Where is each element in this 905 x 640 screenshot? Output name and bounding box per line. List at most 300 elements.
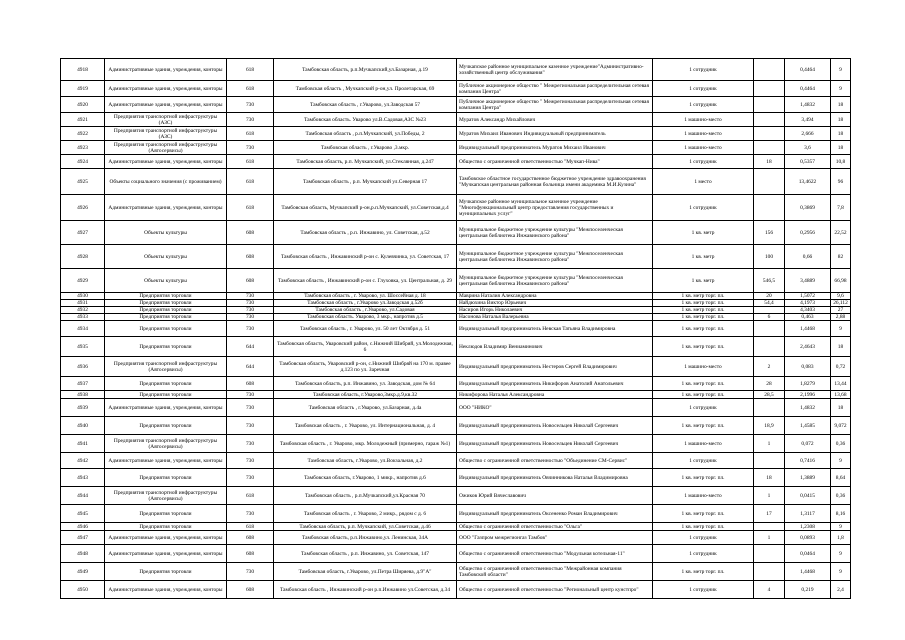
volume-cell: 7,8	[831, 195, 851, 221]
area-cell	[754, 113, 785, 127]
volume-cell: 13,68	[831, 391, 851, 399]
object-type-cell: Административные здания, учреждения, конторы	[105, 531, 227, 545]
area-cell	[754, 81, 785, 97]
area-cell: 6	[754, 314, 785, 321]
norm-cell: 0,5357	[785, 155, 831, 169]
norm-cell: 2,666	[785, 127, 831, 141]
area-cell: 546,5	[754, 269, 785, 293]
row-number-cell: 4950	[61, 581, 105, 599]
norm-cell: 3,6	[785, 141, 831, 155]
volume-cell: 18	[831, 399, 851, 417]
area-cell: 28,5	[754, 391, 785, 399]
table-row	[61, 523, 851, 531]
address-cell: Тамбовская область , р.п. Инжавино, ул. Советская, д.52	[274, 221, 457, 245]
organization-cell: Тамбовское областное государственное бюджетное учреждение здравоохранения "Мучкапская центральная районная больница имени академика М.И.Кузина"	[457, 169, 653, 195]
organization-cell: Общество с ограниченной ответственностью "Объединение СМ-Сервис"	[457, 453, 653, 469]
norm-cell: 1,3889	[785, 469, 831, 487]
object-type-cell: Предприятия торговли	[105, 337, 227, 357]
norm-cell: 1,5072	[785, 293, 831, 300]
object-type-cell: Предприятия транспортной инфраструктуры (Автосервисы)	[105, 435, 227, 453]
oktmo-code-cell: 608	[227, 377, 274, 391]
unit-cell: 1 кв. метр торг. пл.	[653, 293, 754, 300]
row-number-cell: 4934	[61, 321, 105, 337]
object-type-cell: Предприятия торговли	[105, 307, 227, 314]
unit-cell: 1 машино-место	[653, 113, 754, 127]
unit-cell: 1 кв. метр торг. пл.	[653, 469, 754, 487]
volume-cell: 10,8	[831, 155, 851, 169]
norm-cell: 4,1973	[785, 300, 831, 307]
oktmo-code-cell: 730	[227, 321, 274, 337]
unit-cell: 1 кв. метр торг. пл.	[653, 523, 754, 531]
table-row	[61, 155, 851, 169]
object-type-cell: Предприятия торговли	[105, 391, 227, 399]
norm-cell: 4,3403	[785, 307, 831, 314]
row-number-cell: 4935	[61, 337, 105, 357]
organization-cell: Маврина Наталия Александровна	[457, 293, 653, 300]
unit-cell: 1 сотрудник	[653, 399, 754, 417]
norm-cell: 0,66	[785, 245, 831, 269]
table-row	[61, 97, 851, 113]
oktmo-code-cell: 730	[227, 141, 274, 155]
organization-cell: Публичное акционерное общество " Межрегиональная распределительная сетевая компания Центра"	[457, 81, 653, 97]
norm-cell: 0,2956	[785, 221, 831, 245]
table-row	[61, 453, 851, 469]
organization-cell: Муниципальное бюджетное учреждение культуры "Межпоселенческая центральная библиотека Инжавинского района"	[457, 269, 653, 293]
unit-cell: 1 сотрудник	[653, 195, 754, 221]
address-cell: Тамбовская область, г.Уварово, ул.Вокзальная, д.2	[274, 453, 457, 469]
table-row	[61, 293, 851, 300]
row-number-cell: 4933	[61, 314, 105, 321]
address-cell: Тамбовская область , г. Уварово, ул. Шоссейная д. 18	[274, 293, 457, 300]
volume-cell: 18	[831, 337, 851, 357]
unit-cell: 1 сотрудник	[653, 581, 754, 599]
organization-cell: Индивидуальный предприниматель Новосельцев Николай Сергеевич	[457, 417, 653, 435]
organization-cell: Муниципальное бюджетное учреждение культуры "Межпоселенческая центральная библиотека Инжавинского района"	[457, 221, 653, 245]
volume-cell: 9	[831, 545, 851, 563]
address-cell: Тамбовская область , р.п.Мучкапский,ул.Красная 70	[274, 487, 457, 505]
oktmo-code-cell: 730	[227, 293, 274, 300]
area-cell: 4	[754, 581, 785, 599]
row-number-cell: 4938	[61, 391, 105, 399]
document-page	[60, 58, 850, 599]
area-cell: 1	[754, 487, 785, 505]
row-number-cell: 4939	[61, 399, 105, 417]
oktmo-code-cell: 608	[227, 581, 274, 599]
address-cell: Тамбовская область , г. Уварово, мкр. Молодежный (примерно, гараж №1)	[274, 435, 457, 453]
oktmo-code-cell: 618	[227, 59, 274, 81]
table-row	[61, 399, 851, 417]
volume-cell: 22,52	[831, 221, 851, 245]
area-cell: 20	[754, 293, 785, 300]
row-number-cell: 4930	[61, 293, 105, 300]
address-cell: Тамбовская область, г.Уварово,3мкр.д.9,кв.32	[274, 391, 457, 399]
volume-cell: 9	[831, 563, 851, 581]
registry-table	[60, 58, 851, 599]
object-type-cell: Административные здания, учреждения, конторы	[105, 399, 227, 417]
organization-cell: Индивидуальный предприниматель Муратов Михаил Иванович	[457, 141, 653, 155]
object-type-cell: Объекты культуры	[105, 221, 227, 245]
table-row	[61, 505, 851, 523]
table-row	[61, 417, 851, 435]
volume-cell: 9,6	[831, 293, 851, 300]
address-cell: Тамбовская область , Инжавинский р-он с. Кулевчинка, ул. Советская, 17	[274, 245, 457, 269]
table-row	[61, 81, 851, 97]
organization-cell: Ожиков Юрий Вячеславович	[457, 487, 653, 505]
organization-cell: Индивидуальный предприниматель Оксененко Роман Владимирович	[457, 505, 653, 523]
volume-cell: 18	[831, 113, 851, 127]
volume-cell: 9,072	[831, 417, 851, 435]
unit-cell: 1 кв. метр	[653, 269, 754, 293]
address-cell: Тамбовская область , г. Уварово, ул. 50 лет Октября д. 51	[274, 321, 457, 337]
row-number-cell: 4922	[61, 127, 105, 141]
oktmo-code-cell: 608	[227, 221, 274, 245]
area-cell: 18	[754, 155, 785, 169]
unit-cell: 1 сотрудник	[653, 81, 754, 97]
volume-cell: 1,8	[831, 531, 851, 545]
oktmo-code-cell: 618	[227, 487, 274, 505]
address-cell: Тамбовская область, р.п.Мучкапский,ул.Базарная, д.19	[274, 59, 457, 81]
address-cell: Тамбовская область, р.п. Мучкапский, ул.Советская, д.46	[274, 523, 457, 531]
unit-cell: 1 сотрудник	[653, 545, 754, 563]
norm-cell: 0,219	[785, 581, 831, 599]
organization-cell: Муниципальное бюджетное учреждение культуры "Межпоселенческая центральная библиотека Инжавинского района"	[457, 245, 653, 269]
oktmo-code-cell: 608	[227, 545, 274, 563]
oktmo-code-cell: 618	[227, 127, 274, 141]
area-cell	[754, 141, 785, 155]
table-row	[61, 245, 851, 269]
norm-cell: 1,4468	[785, 563, 831, 581]
norm-cell: 2,1996	[785, 391, 831, 399]
norm-cell: 0,0464	[785, 545, 831, 563]
organization-cell: Общество с ограниченной ответственностью "Региональный центр кунстпро"	[457, 581, 653, 599]
table-row	[61, 581, 851, 599]
organization-cell: Общество с ограниченной ответственностью "Мучкап-Нива"	[457, 155, 653, 169]
organization-cell: Индивидуальный предприниматель Невская Татьяна Владимировна	[457, 321, 653, 337]
oktmo-code-cell: 730	[227, 399, 274, 417]
table-row	[61, 59, 851, 81]
oktmo-code-cell: 618	[227, 523, 274, 531]
object-type-cell: Административные здания, учреждения, конторы	[105, 81, 227, 97]
oktmo-code-cell: 730	[227, 453, 274, 469]
oktmo-code-cell: 730	[227, 300, 274, 307]
norm-cell: 1,4832	[785, 97, 831, 113]
area-cell	[754, 337, 785, 357]
organization-cell: ООО "НИКО"	[457, 399, 653, 417]
area-cell: 1	[754, 435, 785, 453]
address-cell: Тамбовская область , Инжавинский р-он р.п.Инжавино ул.Советская, д.34	[274, 581, 457, 599]
organization-cell: Насонова Наталья Валерьевна	[457, 314, 653, 321]
address-cell: Тамбовская область. Уварово ул.В.Садовая,АЗС №23	[274, 113, 457, 127]
volume-cell: 0,36	[831, 435, 851, 453]
unit-cell: 1 сотрудник	[653, 155, 754, 169]
unit-cell: 1 кв. метр торг. пл.	[653, 417, 754, 435]
organization-cell: Общество с ограниченной ответственностью "Межрайонная компания Тамбовской области"	[457, 563, 653, 581]
organization-cell: Общество с ограниченной ответственностью "Ольга"	[457, 523, 653, 531]
address-cell: Тамбовская область, р.п.Инжавино,ул. Ленинская, 34А	[274, 531, 457, 545]
object-type-cell: Предприятия транспортной инфраструктуры (Автосервисы)	[105, 357, 227, 377]
oktmo-code-cell: 608	[227, 245, 274, 269]
norm-cell: 0,4464	[785, 59, 831, 81]
object-type-cell: Предприятия транспортной инфраструктуры (АЗС)	[105, 127, 227, 141]
oktmo-code-cell: 618	[227, 155, 274, 169]
organization-cell: Найдюхина Виктор Юрьевич	[457, 300, 653, 307]
unit-cell: 1 кв. метр	[653, 245, 754, 269]
norm-cell: 0,083	[785, 357, 831, 377]
row-number-cell: 4944	[61, 487, 105, 505]
area-cell	[754, 399, 785, 417]
unit-cell: 1 кв. метр торг. пл.	[653, 337, 754, 357]
row-number-cell: 4946	[61, 523, 105, 531]
oktmo-code-cell: 618	[227, 169, 274, 195]
registry-table-body	[61, 59, 851, 599]
object-type-cell: Предприятия транспортной инфраструктуры (АЗС)	[105, 113, 227, 127]
area-cell	[754, 59, 785, 81]
norm-cell: 0,0415	[785, 487, 831, 505]
organization-cell: Индивидуальный предприниматель Овчинникова Наталья Владимировна	[457, 469, 653, 487]
unit-cell: 1 кв. метр торг. пл.	[653, 314, 754, 321]
volume-cell: 66,98	[831, 269, 851, 293]
table-row	[61, 314, 851, 321]
norm-cell: 1,4832	[785, 399, 831, 417]
oktmo-code-cell: 608	[227, 531, 274, 545]
area-cell	[754, 127, 785, 141]
unit-cell: 1 кв. метр торг. пл.	[653, 563, 754, 581]
table-row	[61, 269, 851, 293]
volume-cell: 9	[831, 81, 851, 97]
address-cell: Тамбовская область , г.Уварово ул.Заводская д.52б	[274, 300, 457, 307]
area-cell	[754, 169, 785, 195]
address-cell: Тамбовская область , г.Уварово ,3.мкр.	[274, 141, 457, 155]
oktmo-code-cell: 730	[227, 314, 274, 321]
object-type-cell: Предприятия транспортной инфраструктуры (Автосервисы)	[105, 141, 227, 155]
object-type-cell: Предприятия торговли	[105, 300, 227, 307]
unit-cell: 1 машино-место	[653, 141, 754, 155]
row-number-cell: 4942	[61, 453, 105, 469]
organization-cell: Публичное акционерное общество " Межрегиональная распределительная сетевая компания Центра"	[457, 97, 653, 113]
object-type-cell: Предприятия торговли	[105, 321, 227, 337]
norm-cell: 0,7416	[785, 453, 831, 469]
area-cell: 100	[754, 245, 785, 269]
norm-cell: 1,2308	[785, 523, 831, 531]
object-type-cell: Предприятия торговли	[105, 563, 227, 581]
address-cell: Тамбовская область , г.Уварово, ул.Заводская 57	[274, 97, 457, 113]
row-number-cell: 4918	[61, 59, 105, 81]
row-number-cell: 4926	[61, 195, 105, 221]
row-number-cell: 4924	[61, 155, 105, 169]
object-type-cell: Предприятия торговли	[105, 314, 227, 321]
volume-cell: 26,112	[831, 300, 851, 307]
table-row	[61, 221, 851, 245]
address-cell: Тамбовская область , г. Уварово, 2 микр., рядом с д. 6	[274, 505, 457, 523]
row-number-cell: 4929	[61, 269, 105, 293]
unit-cell: 1 машино-место	[653, 127, 754, 141]
volume-cell: 82	[831, 245, 851, 269]
object-type-cell: Предприятия торговли	[105, 293, 227, 300]
oktmo-code-cell: 730	[227, 563, 274, 581]
volume-cell: 8,64	[831, 469, 851, 487]
oktmo-code-cell: 730	[227, 435, 274, 453]
volume-cell: 8,16	[831, 505, 851, 523]
unit-cell: 1 кв. метр торг. пл.	[653, 505, 754, 523]
address-cell: Тамбовская область , г. Уварово, ул. Интернациональная, д. 4	[274, 417, 457, 435]
norm-cell: 13,4622	[785, 169, 831, 195]
object-type-cell: Предприятия торговли	[105, 417, 227, 435]
table-row	[61, 469, 851, 487]
organization-cell: Общество с ограниченной ответственностью "Модульная котельная-11"	[457, 545, 653, 563]
address-cell: Тамбовская область, г.Уварово, 1 микр., напротив д.6	[274, 469, 457, 487]
area-cell: 2	[754, 357, 785, 377]
volume-cell: 0,72	[831, 357, 851, 377]
unit-cell: 1 сотрудник	[653, 97, 754, 113]
oktmo-code-cell: 618	[227, 81, 274, 97]
address-cell: Тамбовская область , р.п. Мучкапский ул.Северная 17	[274, 169, 457, 195]
address-cell: Тамбовская область, р.п. Мучкапский, ул.Стеклянная, д.247	[274, 155, 457, 169]
volume-cell: 9	[831, 59, 851, 81]
oktmo-code-cell: 618	[227, 195, 274, 221]
address-cell: Тамбовская область, г.Уварово, ул.Петра Ширяева, д.9"А"	[274, 563, 457, 581]
unit-cell: 1 кв. метр торг. пл.	[653, 391, 754, 399]
table-row	[61, 357, 851, 377]
norm-cell: 0,072	[785, 435, 831, 453]
area-cell	[754, 321, 785, 337]
object-type-cell: Административные здания, учреждения, конторы	[105, 195, 227, 221]
area-cell: 28	[754, 377, 785, 391]
object-type-cell: Предприятия торговли	[105, 377, 227, 391]
object-type-cell: Предприятия торговли	[105, 469, 227, 487]
volume-cell: 13,44	[831, 377, 851, 391]
row-number-cell: 4919	[61, 81, 105, 97]
volume-cell: 9	[831, 523, 851, 531]
address-cell: Тамбовская область, Мучкапский р-он,р.п.Мучкапский, ул.Советская,д.4	[274, 195, 457, 221]
table-row	[61, 127, 851, 141]
area-cell: 18	[754, 469, 785, 487]
norm-cell: 1,8279	[785, 377, 831, 391]
norm-cell: 3,494	[785, 113, 831, 127]
norm-cell: 1,3117	[785, 505, 831, 523]
oktmo-code-cell: 730	[227, 307, 274, 314]
volume-cell: 18	[831, 97, 851, 113]
volume-cell: 27	[831, 307, 851, 314]
unit-cell: 1 сотрудник	[653, 59, 754, 81]
table-row	[61, 391, 851, 399]
address-cell: Тамбовская область , г.Уварово, ул.Базарная, д.4а	[274, 399, 457, 417]
organization-cell: Индивидуальный предприниматель Новосельцев Николай Сергеевич	[457, 435, 653, 453]
address-cell: Тамбовская область, Уваровский район, с.Нижний Шибряй, ул.Молодежная, 6	[274, 337, 457, 357]
unit-cell: 1 кв. метр торг. пл.	[653, 300, 754, 307]
volume-cell: 18	[831, 127, 851, 141]
oktmo-code-cell: 730	[227, 417, 274, 435]
table-row	[61, 195, 851, 221]
oktmo-code-cell: 730	[227, 469, 274, 487]
area-cell: 156	[754, 221, 785, 245]
organization-cell: Никифорова Наталья Александровна	[457, 391, 653, 399]
row-number-cell: 4948	[61, 545, 105, 563]
row-number-cell: 4921	[61, 113, 105, 127]
unit-cell: 1 сотрудник	[653, 453, 754, 469]
address-cell: Тамбовская область , Инжавинский р-он с. Глуховка, ул. Центральная, д. 29	[274, 269, 457, 293]
oktmo-code-cell: 730	[227, 113, 274, 127]
address-cell: Тамбовская область, Уваровский р-он, с.Нижний Шибряй на 170 м. правее д.123 по ул. Заречная	[274, 357, 457, 377]
object-type-cell: Административные здания, учреждения, конторы	[105, 581, 227, 599]
table-row	[61, 377, 851, 391]
row-number-cell: 4927	[61, 221, 105, 245]
row-number-cell: 4928	[61, 245, 105, 269]
unit-cell: 1 место	[653, 169, 754, 195]
address-cell: Тамбовская область , р.п.Мучкапский, ул.Победы, 2	[274, 127, 457, 141]
organization-cell: Насиров Игорь Николаевич	[457, 307, 653, 314]
unit-cell: 1 машино-место	[653, 435, 754, 453]
object-type-cell: Объекты культуры	[105, 269, 227, 293]
unit-cell: 1 кв. метр торг. пл.	[653, 307, 754, 314]
row-number-cell: 4923	[61, 141, 105, 155]
norm-cell: 0,4464	[785, 81, 831, 97]
area-cell	[754, 523, 785, 531]
row-number-cell: 4932	[61, 307, 105, 314]
oktmo-code-cell: 644	[227, 357, 274, 377]
table-row	[61, 321, 851, 337]
address-cell: Тамбовская область. Уварово, 3 мкр., напротив д.5	[274, 314, 457, 321]
table-row	[61, 300, 851, 307]
address-cell: Тамбовская область , р.п. Инжавино, ул. Советская, 147	[274, 545, 457, 563]
area-cell	[754, 307, 785, 314]
area-cell	[754, 545, 785, 563]
area-cell: 54,4	[754, 300, 785, 307]
norm-cell: 1,4468	[785, 321, 831, 337]
object-type-cell: Предприятия транспортной инфраструктуры (Автосервисы)	[105, 487, 227, 505]
row-number-cell: 4931	[61, 300, 105, 307]
table-row	[61, 307, 851, 314]
row-number-cell: 4925	[61, 169, 105, 195]
organization-cell: Индивидуальный предприниматель Никифоров Анатолий Анатольевич	[457, 377, 653, 391]
volume-cell: 0,36	[831, 487, 851, 505]
area-cell	[754, 453, 785, 469]
area-cell: 18,9	[754, 417, 785, 435]
organization-cell: Мучкапское районное муниципальное казенное учреждение "Многофункциональный центр предоставления государственных и муниципальных услуг"	[457, 195, 653, 221]
unit-cell: 1 машино-место	[653, 357, 754, 377]
table-row	[61, 545, 851, 563]
volume-cell: 9	[831, 321, 851, 337]
object-type-cell: Административные здания, учреждения, конторы	[105, 59, 227, 81]
organization-cell: Мучкапское районное муниципальное казенное учреждение"Административно-хозяйственный центр обслуживания"	[457, 59, 653, 81]
organization-cell: Неклюдов Владимир Вениаминович	[457, 337, 653, 357]
row-number-cell: 4943	[61, 469, 105, 487]
table-row	[61, 169, 851, 195]
table-row	[61, 141, 851, 155]
row-number-cell: 4940	[61, 417, 105, 435]
table-row	[61, 487, 851, 505]
norm-cell: 1,4585	[785, 417, 831, 435]
object-type-cell: Административные здания, учреждения, конторы	[105, 97, 227, 113]
area-cell	[754, 97, 785, 113]
organization-cell: ООО "Газпром межрегионгаз Тамбов"	[457, 531, 653, 545]
area-cell	[754, 563, 785, 581]
table-row	[61, 531, 851, 545]
organization-cell: Муратов Михаил Иванович Индивидуальный предприниматель	[457, 127, 653, 141]
volume-cell: 2,88	[831, 314, 851, 321]
unit-cell: 1 машино-место	[653, 487, 754, 505]
organization-cell: Индивидуальный предприниматель Нестеров Сергей Владимирович	[457, 357, 653, 377]
row-number-cell: 4920	[61, 97, 105, 113]
address-cell: Тамбовская область , Мучкапский р-он,ул. Пролетарская, 69	[274, 81, 457, 97]
unit-cell: 1 кв. метр торг. пл.	[653, 377, 754, 391]
oktmo-code-cell: 644	[227, 337, 274, 357]
norm-cell: 2,4643	[785, 337, 831, 357]
row-number-cell: 4947	[61, 531, 105, 545]
oktmo-code-cell: 730	[227, 97, 274, 113]
object-type-cell: Предприятия торговли	[105, 505, 227, 523]
volume-cell: 9	[831, 453, 851, 469]
norm-cell: 0,3869	[785, 195, 831, 221]
